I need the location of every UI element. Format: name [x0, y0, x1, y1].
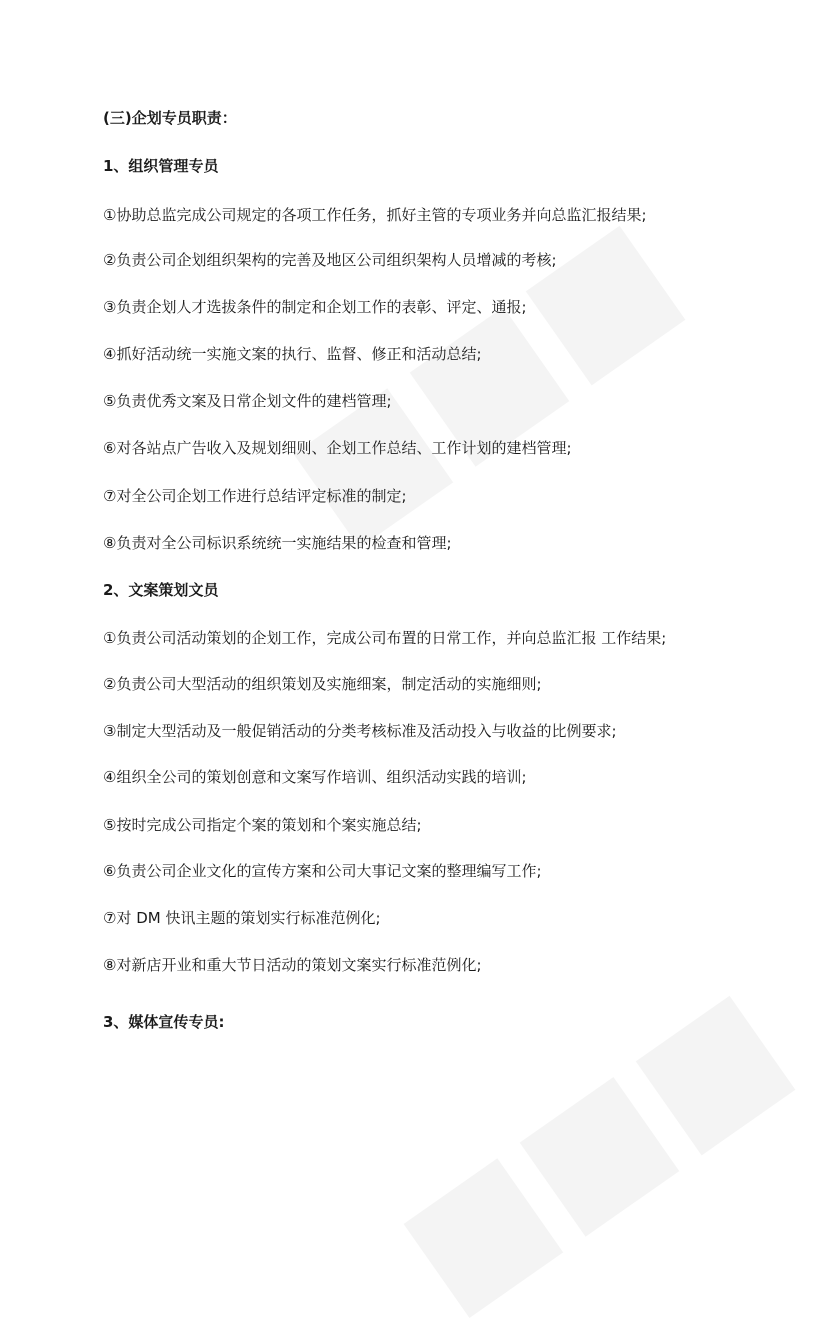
watermark	[259, 184, 707, 570]
list-item: ⑥对各站点广告收入及规划细则、企划工作总结、工作计划的建档管理;	[103, 439, 572, 457]
list-item: ⑦对全公司企划工作进行总结评定标准的制定;	[103, 487, 407, 505]
watermark	[369, 954, 817, 1340]
list-item: ③负责企划人才选拔条件的制定和企划工作的表彰、评定、通报;	[103, 298, 527, 316]
list-item: ①协助总监完成公司规定的各项工作任务，抓好主管的专项业务并向总监汇报结果;	[103, 206, 647, 224]
group-heading-2: 2、文案策划文员	[103, 581, 219, 599]
list-item: ③制定大型活动及一般促销活动的分类考核标准及活动投入与收益的比例要求;	[103, 722, 617, 740]
list-item: ①负责公司活动策划的企划工作，完成公司布置的日常工作，并向总监汇报 工作结果;	[103, 629, 667, 647]
list-item: ④抓好活动统一实施文案的执行、监督、修正和活动总结;	[103, 345, 482, 363]
list-item: ⑦对 DM 快讯主题的策划实行标准范例化;	[103, 909, 381, 927]
group-heading-3: 3、媒体宣传专员:	[103, 1013, 225, 1031]
list-item: ⑤负责优秀文案及日常企划文件的建档管理;	[103, 392, 392, 410]
list-item: ④组织全公司的策划创意和文案写作培训、组织活动实践的培训;	[103, 768, 527, 786]
section-title: (三)企划专员职责：	[103, 109, 237, 127]
list-item: ②负责公司企划组织架构的完善及地区公司组织架构人员增减的考核;	[103, 251, 557, 269]
list-item: ⑧对新店开业和重大节日活动的策划文案实行标准范例化;	[103, 956, 482, 974]
list-item: ⑥负责公司企业文化的宣传方案和公司大事记文案的整理编写工作;	[103, 862, 542, 880]
group-heading-1: 1、组织管理专员	[103, 157, 219, 175]
list-item: ⑤按时完成公司指定个案的策划和个案实施总结;	[103, 816, 422, 834]
list-item: ②负责公司大型活动的组织策划及实施细案，制定活动的实施细则;	[103, 675, 542, 693]
list-item: ⑧负责对全公司标识系统统一实施结果的检查和管理;	[103, 534, 452, 552]
